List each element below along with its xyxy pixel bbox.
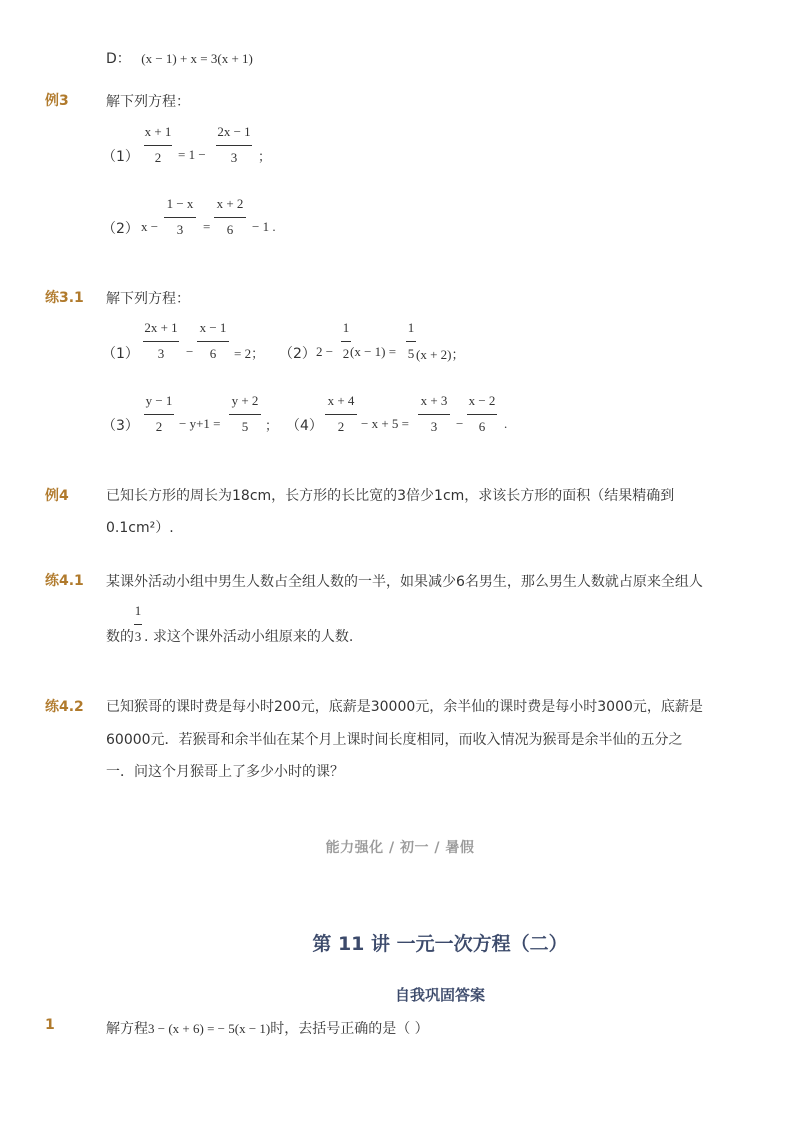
fraction-bar [134,624,142,625]
option-d-prefix: D： [106,51,131,67]
practice-4-2-line-1: 已知猴哥的课时费是每小时200元，底薪是30000元，余半仙的课时费是每小时3000元，底薪是 [106,699,703,715]
numerator: 1 [407,320,415,335]
fraction-bar [467,414,497,415]
numerator: 1 − x [166,196,194,211]
denominator: 5 [407,346,415,361]
equation-part: − [186,344,194,359]
problem-tag: （4） [286,418,323,434]
example-3-label: 例3 [45,93,69,109]
problem-tag: （1） [102,346,139,362]
denominator: 3 [230,150,238,165]
denominator: 2 [337,419,345,434]
denominator: 2 [155,419,163,434]
denominator: 2 [342,346,350,361]
numerator: y − 1 [145,393,173,408]
denominator: 3 [176,222,184,237]
fraction-bar [164,217,196,218]
practice-4-1-line-1: 某课外活动小组中男生人数占全组人数的一半，如果减少6名男生，那么男生人数就占原来全组人 [106,574,703,590]
fraction [138,124,178,166]
equation-part: ； [258,149,272,164]
practice-4-2-label: 练4.2 [45,699,84,715]
fraction-bar [341,341,351,342]
fraction-bar [214,217,246,218]
numerator: x + 4 [327,393,355,408]
denominator: 3 [134,629,142,644]
page-footer: 能力强化 / 初一 / 暑假 [325,840,475,856]
example-4-line-2: 0.1cm²）. [106,520,174,536]
fraction [225,393,265,435]
text: 时，去括号正确的是（ ） [270,1021,429,1037]
option-d [106,48,253,68]
denominator: 3 [157,346,165,361]
equation: 3 − (x + 6) = − 5(x − 1) [148,1021,271,1036]
numerator: 1 [134,603,142,618]
numerator: x + 3 [420,393,448,408]
equation-part: = 2； [234,346,265,361]
fraction-bar [406,341,416,342]
section-title: 自我巩固答案 [394,986,485,1004]
numerator: 2x − 1 [217,124,251,139]
practice-3-1-instruction: 解下列方程： [106,291,190,307]
problem-tag: （2） [279,346,316,362]
equation-part: − 1 . [252,219,276,234]
fraction [210,196,250,238]
practice-4-2-line-2: 60000元．若猴哥和余半仙在某个月上课时间长度相同，而收入情况为猴哥是余半仙的五分之 [106,732,683,748]
lesson-title: 第 11 讲 一元一次方程（二） [312,933,568,955]
practice-4-1-line-2-post: . 求这个课外活动小组原来的人数. [144,629,354,645]
problem-tag: （3） [102,418,139,434]
equation-part: . [504,416,508,431]
fraction [321,393,361,435]
fraction [414,393,454,435]
fraction [214,124,254,166]
fraction [160,196,200,238]
problem-tag: （2） [102,221,139,237]
fraction-bar [216,145,252,146]
numerator: x − 2 [468,393,496,408]
numerator: 2x + 1 [144,320,178,335]
fraction-bar [418,414,450,415]
equation-part: (x + 2)； [416,347,465,362]
denominator: 2 [154,150,162,165]
numerator: x − 1 [199,320,227,335]
example-3-instruction: 解下列方程： [106,94,190,110]
denominator: 3 [430,419,438,434]
fraction [462,393,502,435]
fraction [139,393,179,435]
numerator: 1 [342,320,350,335]
practice-4-2-line-3: 一．问这个月猴哥上了多少小时的课？ [106,764,344,780]
equation-part: − [456,416,464,431]
denominator: 6 [478,419,486,434]
numerator: x + 2 [216,196,244,211]
equation-part: ； [265,418,279,433]
equation-part: − x + 5 = [361,416,409,431]
option-d-equation: (x − 1) + x = 3(x + 1) [141,51,253,66]
numerator: x + 1 [144,124,172,139]
practice-3-1-label: 练3.1 [45,290,84,306]
fraction-bar [144,414,174,415]
fraction-bar [325,414,357,415]
equation-part: x − [141,219,159,234]
denominator: 5 [241,419,249,434]
question-1-number: 1 [45,1017,55,1033]
fraction-bar [143,341,179,342]
problem-tag: （1） [102,149,139,165]
example-4-label: 例4 [45,488,69,504]
question-1-text [106,1018,429,1038]
equation-part: − y+1 = [179,416,221,431]
denominator: 6 [226,222,234,237]
fraction-bar [229,414,261,415]
equation-part: = [203,219,211,234]
text: 数的 [106,629,134,645]
practice-4-1-label: 练4.1 [45,573,84,589]
equation-part: 2 − [316,344,334,359]
equation-part: (x − 1) = [350,344,397,359]
fraction-bar [144,145,172,146]
fraction-bar [197,341,229,342]
text: 解方程 [106,1021,148,1037]
fraction [193,320,233,362]
example-4-line-1: 已知长方形的周长为18cm，长方形的长比宽的3倍少1cm，求该长方形的面积（结果精确到 [106,488,675,504]
denominator: 6 [209,346,217,361]
numerator: y + 2 [231,393,259,408]
fraction [141,320,181,362]
equation-part: = 1 − [178,147,206,162]
